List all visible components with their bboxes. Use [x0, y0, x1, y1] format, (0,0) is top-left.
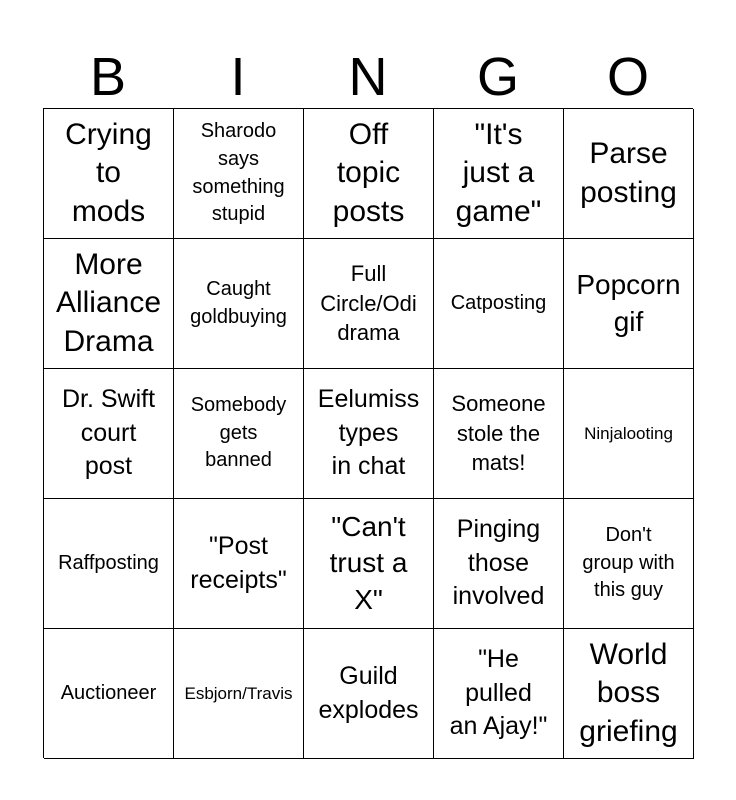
- bingo-cell[interactable]: [44, 499, 174, 629]
- bingo-cell[interactable]: [304, 239, 434, 369]
- bingo-cell[interactable]: [174, 369, 304, 499]
- bingo-cell[interactable]: [174, 499, 304, 629]
- cell-text: Dr. Swift court post: [61, 384, 156, 481]
- header-letter-i: I: [230, 47, 246, 107]
- bingo-cell[interactable]: [304, 369, 434, 499]
- bingo-cell[interactable]: [564, 109, 694, 239]
- cell-text: Popcorn gif: [576, 269, 681, 337]
- bingo-cell[interactable]: [174, 109, 304, 239]
- bingo-cell[interactable]: [564, 239, 694, 369]
- cell-text: Sharodo says something stupid: [192, 120, 285, 226]
- bingo-cell[interactable]: [44, 109, 174, 239]
- header-letter-b: B: [89, 47, 127, 107]
- cell-text: Eelumiss types in chat: [317, 384, 420, 481]
- bingo-cell[interactable]: [564, 499, 694, 629]
- cell-text: Caught goldbuying: [190, 277, 287, 328]
- cell-text: Crying to mods: [65, 117, 152, 228]
- cell-text: More Alliance Drama: [55, 247, 162, 358]
- bingo-cell[interactable]: [434, 369, 564, 499]
- cell-text: Off topic posts: [332, 117, 405, 228]
- bingo-cell[interactable]: [44, 239, 174, 369]
- cell-text: Esbjorn/Travis: [184, 683, 293, 703]
- bingo-board: [43, 108, 693, 758]
- bingo-cell[interactable]: [304, 629, 434, 759]
- cell-text: "It's just a game": [455, 117, 542, 228]
- cell-text: Don't group with this guy: [582, 524, 675, 602]
- cell-text: Catposting: [450, 291, 547, 314]
- bingo-cell[interactable]: [304, 109, 434, 239]
- bingo-cell[interactable]: [564, 629, 694, 759]
- header-letter-n: N: [348, 47, 388, 107]
- cell-text: "Can't trust a X": [329, 510, 408, 615]
- header-letter-o: O: [606, 47, 649, 107]
- cell-text: Somebody gets banned: [190, 394, 287, 472]
- bingo-header: [43, 46, 693, 108]
- cell-text: "Post receipts": [190, 531, 287, 594]
- bingo-cell[interactable]: [174, 239, 304, 369]
- cell-text: "He pulled an Ajay!": [449, 644, 548, 741]
- bingo-cell[interactable]: [434, 109, 564, 239]
- cell-text: Auctioneer: [60, 681, 157, 704]
- cell-text: Guild explodes: [318, 661, 419, 724]
- bingo-cell[interactable]: [44, 369, 174, 499]
- cell-text: Ninjalooting: [584, 423, 673, 443]
- bingo-cell[interactable]: [44, 629, 174, 759]
- cell-text: Pinging those involved: [452, 514, 545, 611]
- cell-text: Full Circle/Odi drama: [320, 260, 417, 346]
- header-letter-g: G: [476, 47, 519, 107]
- cell-text: World boss griefing: [579, 637, 678, 748]
- bingo-cell[interactable]: [434, 239, 564, 369]
- bingo-cell[interactable]: [564, 369, 694, 499]
- bingo-cell[interactable]: [434, 629, 564, 759]
- cell-text: Parse posting: [580, 137, 677, 209]
- bingo-cell[interactable]: [304, 499, 434, 629]
- cell-text: Raffposting: [58, 551, 159, 574]
- bingo-cell[interactable]: [434, 499, 564, 629]
- cell-text: Someone stole the mats!: [451, 390, 546, 476]
- bingo-cell[interactable]: [174, 629, 304, 759]
